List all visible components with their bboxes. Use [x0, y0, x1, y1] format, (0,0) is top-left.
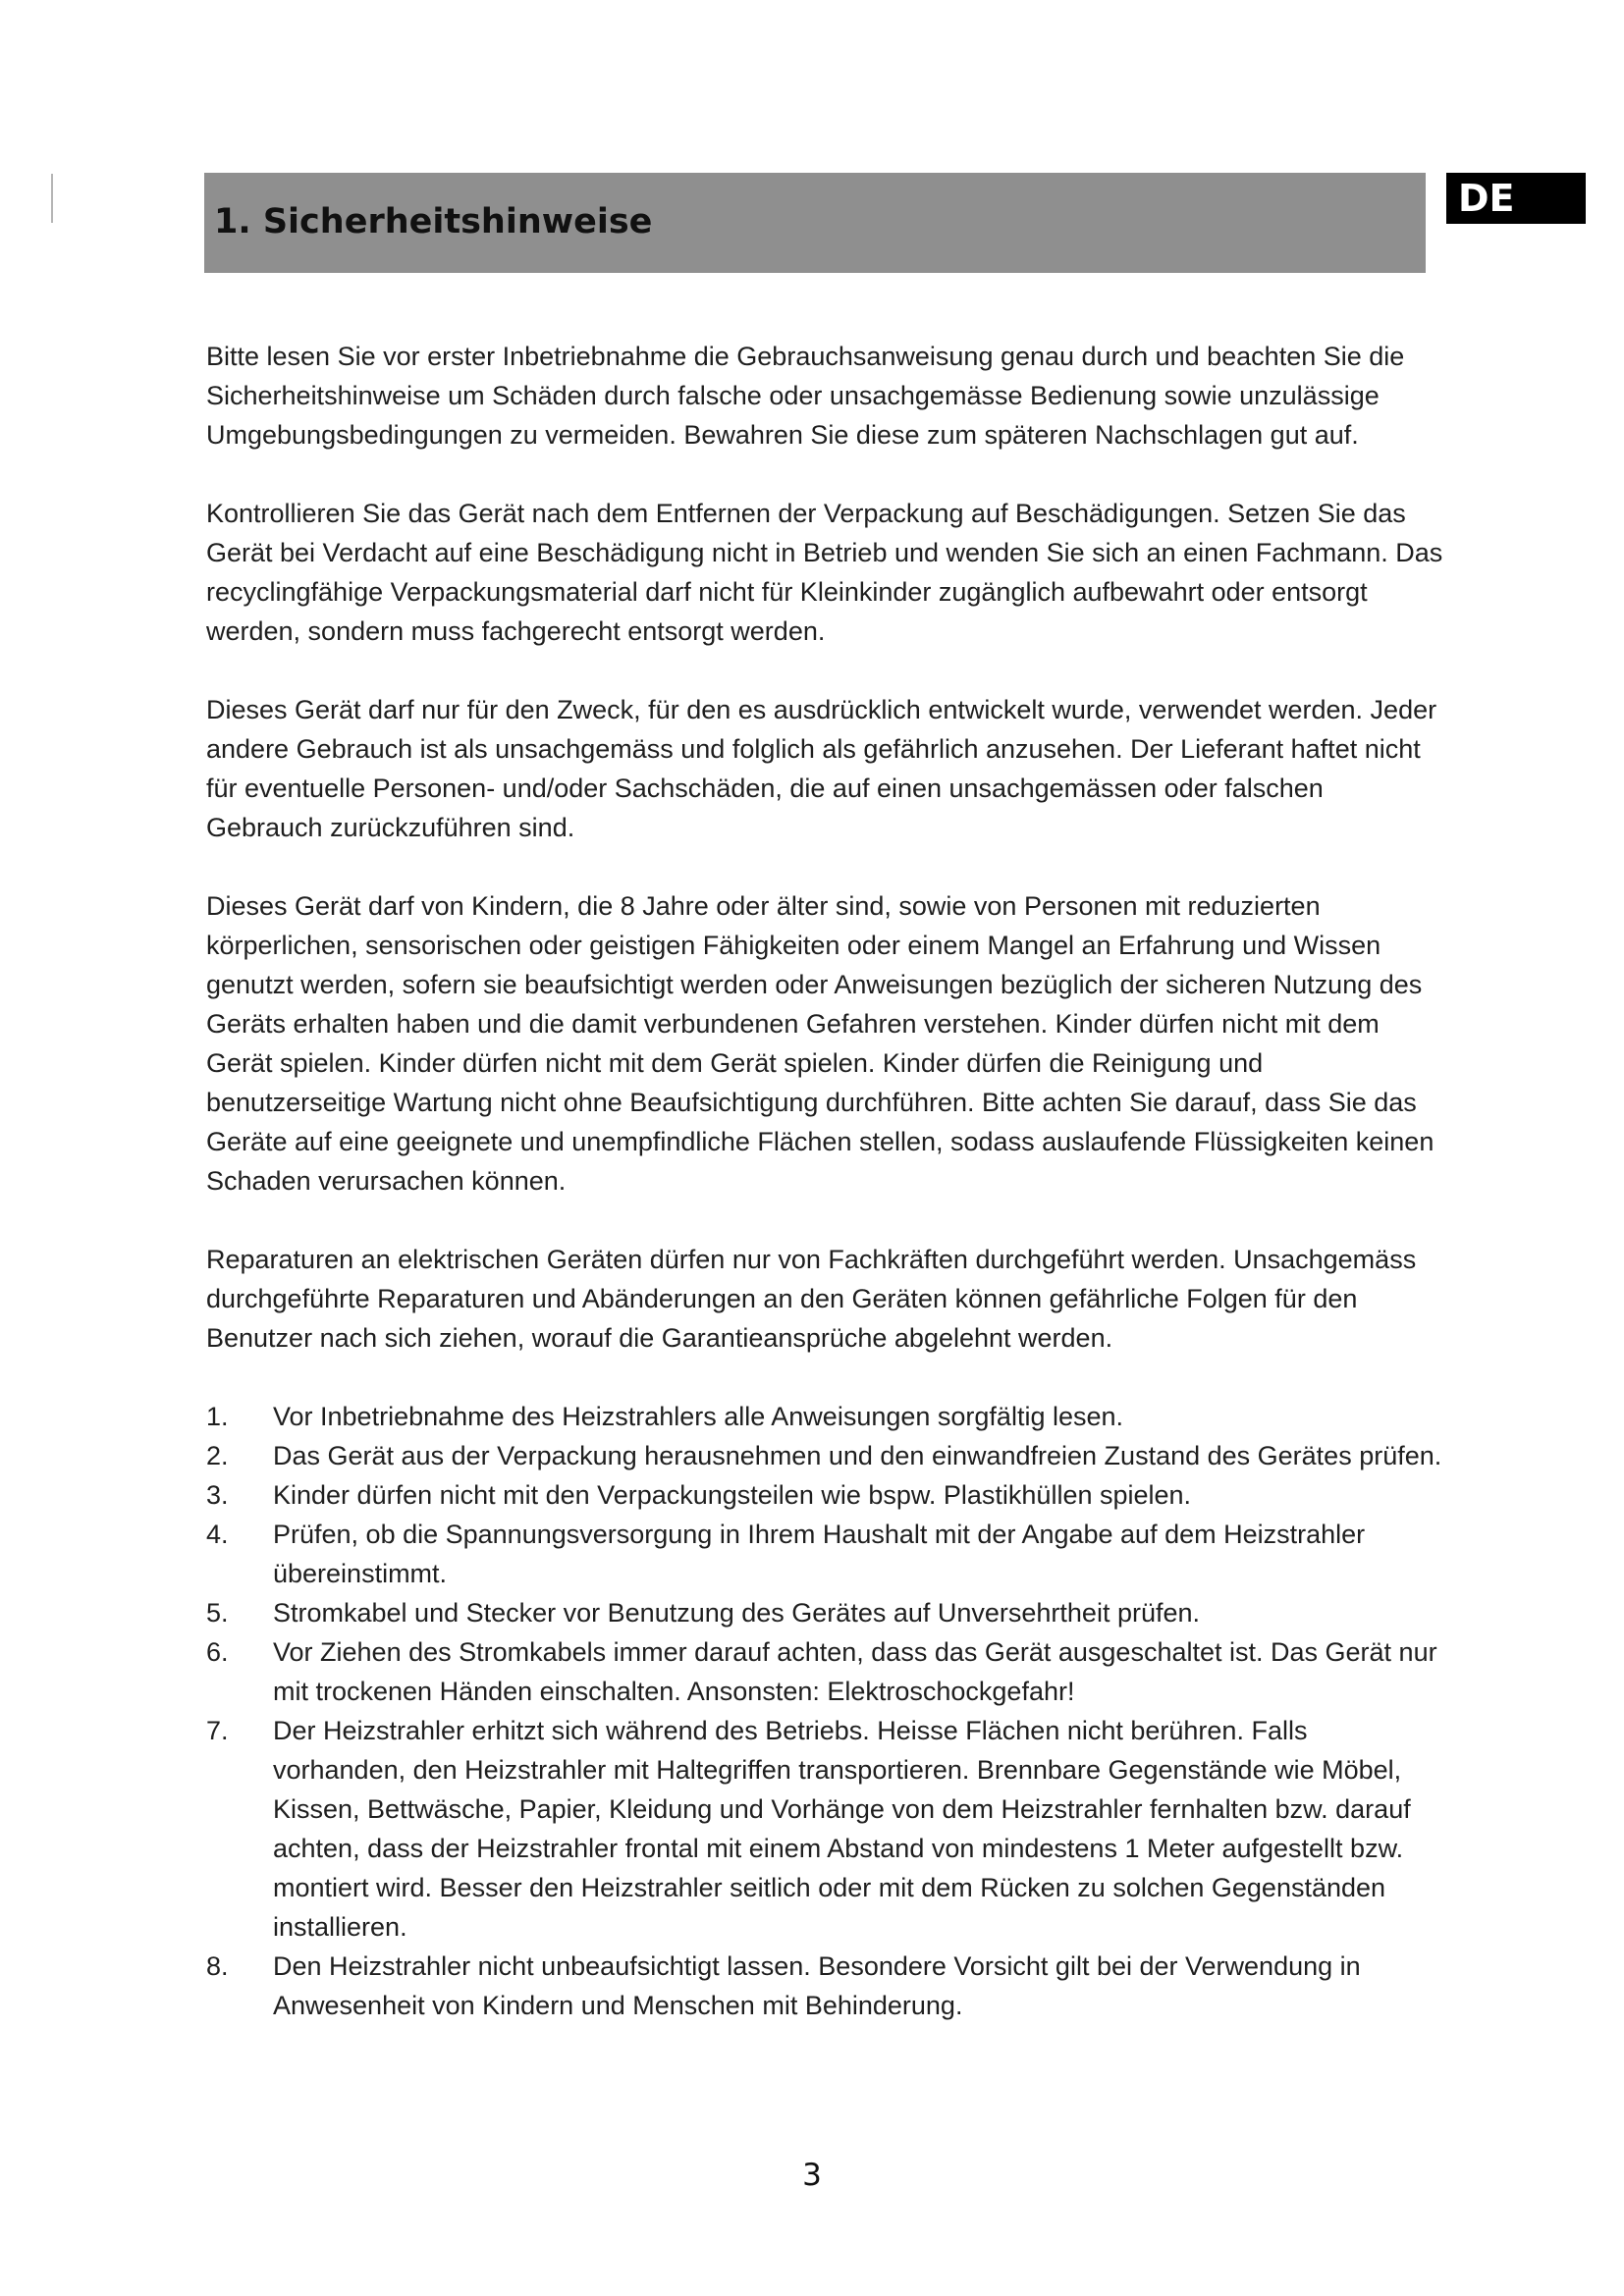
page-number: 3	[802, 2158, 822, 2193]
list-item-number: 6.	[206, 1637, 229, 1667]
list-item	[206, 1593, 1445, 1632]
margin-mark	[51, 174, 53, 223]
list-item	[206, 1436, 1445, 1475]
list-item	[206, 1397, 1445, 1436]
paragraph-check-damage: Kontrollieren Sie das Gerät nach dem Entfernen der Verpackung auf Beschädigungen. Setzen Sie das Gerät bei Verdacht auf eine Beschädigung nicht in Betrieb und wenden Sie sich an einen Fachmann. Das recyclingfähige Verpackungsmaterial darf nicht für Kleinkinder zugänglich aufbewahrt oder entsorgt werden, sondern muss fachgerecht entsorgt werden.	[206, 499, 1443, 646]
paragraph-repairs: Reparaturen an elektrischen Geräten dürfen nur von Fachkräften durchgeführt werden. Unsachgemäss durchgeführte Reparaturen und Abänderungen an den Geräten können gefährliche Folgen für den Benutzer nach sich ziehen, worauf die Garantieansprüche abgelehnt werden.	[206, 1245, 1417, 1353]
list-item-text: Vor Inbetriebnahme des Heizstrahlers alle Anweisungen sorgfältig lesen.	[273, 1402, 1124, 1431]
list-item-text: Prüfen, ob die Spannungsversorgung in Ihrem Haushalt mit der Angabe auf dem Heizstrahler übereinstimmt.	[273, 1520, 1366, 1588]
list-item-number: 3.	[206, 1480, 229, 1510]
list-item	[206, 1632, 1445, 1711]
list-item-text: Stromkabel und Stecker vor Benutzung des Gerätes auf Unversehrtheit prüfen.	[273, 1598, 1201, 1628]
paragraph-intended-use: Dieses Gerät darf nur für den Zweck, für den es ausdrücklich entwickelt wurde, verwendet werden. Jeder andere Gebrauch ist als unsachgemäss und folglich als gefährlich anzusehen. Der Lieferant haftet nicht für eventuelle Personen- und/oder Sachschäden, die auf einen unsachgemässen oder falschen Gebrauch zurückzuführen sind.	[206, 695, 1437, 842]
list-item-text: Vor Ziehen des Stromkabels immer darauf achten, dass das Gerät ausgeschaltet ist. Das Gerät nur mit trockenen Händen einschalten. Ansonsten: Elektroschockgefahr!	[273, 1637, 1437, 1706]
list-item-text: Kinder dürfen nicht mit den Verpackungsteilen wie bspw. Plastikhüllen spielen.	[273, 1480, 1192, 1510]
paragraph-children-usage: Dieses Gerät darf von Kindern, die 8 Jahre oder älter sind, sowie von Personen mit reduzierten körperlichen, sensorischen oder geistigen Fähigkeiten oder einem Mangel an Erfahrung und Wissen genutzt werden, sofern sie beaufsichtigt werden oder Anweisungen bezüglich der sicheren Nutzung des Geräts erhalten haben und die damit verbundenen Gefahren verstehen. Kinder dürfen nicht mit dem Gerät spielen. Kinder dürfen nicht mit dem Gerät spielen. Kinder dürfen die Reinigung und benutzerseitige Wartung nicht ohne Beaufsichtigung durchführen. Bitte achten Sie darauf, dass Sie das Geräte auf eine geeignete und unempfindliche Flächen stellen, sodass auslaufende Flüssigkeiten keinen Schaden verursachen können.	[206, 891, 1435, 1196]
language-tab	[1446, 173, 1586, 224]
safety-list	[206, 1397, 1445, 2025]
list-item	[206, 1947, 1445, 2025]
section-heading-bar	[204, 173, 1426, 273]
list-item	[206, 1475, 1445, 1515]
list-item-number: 7.	[206, 1716, 229, 1745]
list-item-text: Der Heizstrahler erhitzt sich während des Betriebs. Heisse Flächen nicht berühren. Falls vorhanden, den Heizstrahler mit Haltegriffen transportieren. Brennbare Gegenstände wie Möbel, Kissen, Bettwäsche, Papier, Kleidung und Vorhänge von dem Heizstrahler fernhalten bzw. darauf achten, dass der Heizstrahler frontal mit einem Abstand von mindestens 1 Meter aufgestellt bzw. montiert wird. Besser den Heizstrahler seitlich oder mit dem Rücken zu solchen Gegenständen installieren.	[273, 1716, 1411, 1942]
language-tab-label: DE	[1458, 177, 1515, 220]
list-item-text: Den Heizstrahler nicht unbeaufsichtigt lassen. Besondere Vorsicht gilt bei der Verwendung in Anwesenheit von Kindern und Menschen mit Behinderung.	[273, 1951, 1361, 2020]
list-item	[206, 1711, 1445, 1947]
list-item-number: 4.	[206, 1520, 229, 1549]
list-item-text: Das Gerät aus der Verpackung herausnehmen und den einwandfreien Zustand des Gerätes prüfen.	[273, 1441, 1442, 1470]
list-item	[206, 1515, 1445, 1593]
list-item-number: 2.	[206, 1441, 229, 1470]
list-item-number: 1.	[206, 1402, 229, 1431]
safety-content	[206, 337, 1445, 2025]
list-item-number: 5.	[206, 1598, 229, 1628]
list-item-number: 8.	[206, 1951, 229, 1981]
section-title: 1. Sicherheitshinweise	[214, 202, 653, 241]
paragraph-read-instructions: Bitte lesen Sie vor erster Inbetriebnahme die Gebrauchsanweisung genau durch und beachten Sie die Sicherheitshinweise um Schäden durch falsche oder unsachgemässe Bedienung sowie unzulässige Umgebungsbedingungen zu vermeiden. Bewahren Sie diese zum späteren Nachschlagen gut auf.	[206, 342, 1405, 450]
